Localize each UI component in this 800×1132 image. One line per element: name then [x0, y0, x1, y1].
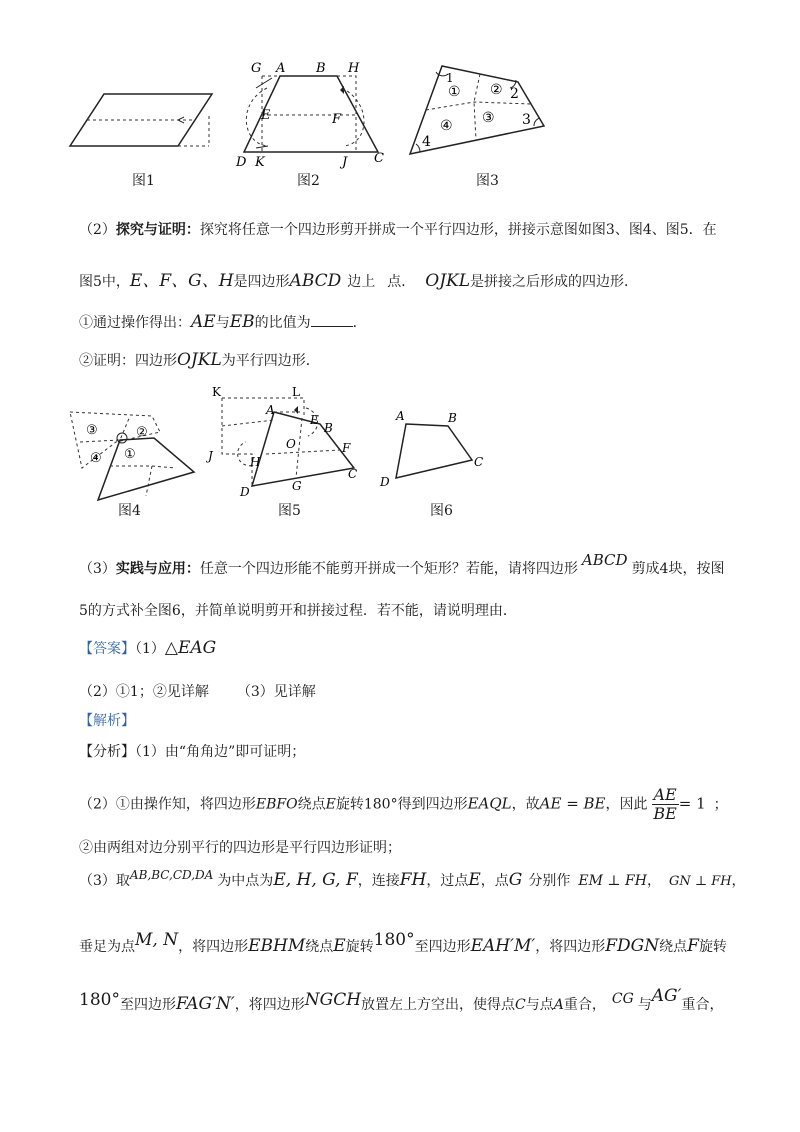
fig5-label-a: A: [266, 403, 275, 417]
fig5-label-l: L: [292, 385, 300, 399]
part2-question1: ①通过操作得出：AE与EB的比值为 ．: [79, 312, 367, 332]
answer-line2: （2）①1；②见详解 （3）见详解: [79, 684, 316, 700]
analysis-part2-line1: （2）①由操作知，将四边形EBFO绕点E旋转180°得到四边形EAQL，故AE = BE，因此 $\frac{AE}{BE}= 1$ ；: [79, 785, 728, 823]
fig3-circle-1: ①: [448, 84, 461, 100]
fig5-label-c: C: [348, 467, 358, 481]
analysis-part3-line3: 180°至四边形FAG′N′，将四边形NGCH放置左上方空出，使得点C与点A重合， CG 与AG′重合，: [79, 986, 724, 1014]
figure-5-caption: 图5: [278, 503, 301, 519]
analysis-tag: 【解析】: [79, 713, 135, 729]
fig3-label-1: 1: [446, 71, 454, 85]
fig2-label-d: D: [236, 155, 247, 170]
figure-1-caption: 图1: [132, 173, 155, 189]
answer-blank: [311, 314, 353, 327]
figure-6: [376, 404, 496, 488]
fig3-circle-3: ③: [482, 110, 495, 126]
figure-5: [204, 382, 364, 500]
fig3-circle-4: ④: [440, 118, 453, 134]
analysis-part3-line1: （3）取AB,BC,CD,DA 为中点为E, H, G, F，连接FH，过点E，点G 分别作 EM ⊥ FH， GN ⊥ FH，: [79, 868, 746, 890]
figure-4: [66, 406, 206, 502]
fig2-label-c: C: [374, 151, 384, 166]
fig3-circle-2: ②: [490, 82, 503, 98]
fig5-label-j: J: [208, 449, 213, 463]
fig5-label-h: H: [250, 455, 261, 469]
fig5-label-e: E: [310, 413, 319, 427]
fig5-label-d: D: [240, 485, 250, 499]
figure-2: [232, 58, 392, 170]
answer-line1: 【答案】（1）△EAG: [79, 638, 217, 658]
fig2-label-a: A: [276, 61, 286, 76]
part2-question2: ②证明：四边形OJKL为平行四边形．: [79, 350, 320, 370]
fig2-label-j: J: [342, 155, 348, 170]
fig2-label-g: G: [251, 61, 262, 76]
part2-line1: （2）探究与证明：探究将任意一个四边形剪开拼成一个平行四边形，拼接示意图如图3、图4、图5．在: [79, 222, 717, 238]
fig2-label-k: K: [255, 155, 265, 170]
fig2-label-e: E: [261, 108, 271, 123]
fig3-label-2: 2: [510, 86, 519, 102]
fig3-label-3: 3: [522, 112, 531, 128]
answer-tag: 【答案】: [79, 641, 135, 657]
fig2-label-b: B: [316, 61, 326, 76]
fig3-label-4: 4: [422, 134, 431, 150]
fig5-label-k: K: [212, 385, 221, 399]
fig6-label-c: C: [474, 455, 484, 469]
figure-4-caption: 图4: [118, 503, 141, 519]
analysis-part2-line2: ②由两组对边分别平行的四边形是平行四边形证明；: [79, 840, 401, 856]
fig2-label-h: H: [348, 61, 360, 76]
part2-line2: 图5中，E、F、G、H是四边形ABCD 边上 点． OJKL是拼接之后形成的四边形．: [79, 271, 639, 291]
part3-line1: （3）实践与应用：任意一个四边形能不能剪开拼成一个矩形？若能，请将四边形 ABCD 剪成4块，按图: [79, 551, 725, 577]
part3-line2: 5的方式补全图6，并简单说明剪开和拼接过程．若不能，请说明理由．: [79, 603, 517, 619]
analysis-fenxi: 【分析】（1）由“角角边”即可证明；: [79, 744, 306, 760]
fig4-circle-1: ①: [124, 447, 136, 462]
fig4-circle-3: ③: [86, 423, 98, 438]
fig4-circle-2: ②: [136, 425, 148, 440]
fig6-label-a: A: [396, 409, 405, 423]
figure-3-caption: 图3: [476, 173, 499, 189]
fig5-label-o: O: [286, 437, 296, 451]
fig6-label-b: B: [448, 411, 457, 425]
figure-2-caption: 图2: [297, 173, 320, 189]
fig2-label-f: F: [332, 112, 342, 127]
figure-1: [66, 86, 216, 156]
analysis-part3-line2: 垂足为点M, N，将四边形EBHM绕点E旋转180°至四边形EAH′M′，将四边形FDGN绕点F旋转: [79, 930, 727, 956]
fig5-label-f: F: [342, 441, 351, 455]
figure-6-caption: 图6: [430, 503, 453, 519]
fig5-label-b: B: [324, 421, 333, 435]
fig4-circle-4: ④: [90, 451, 102, 466]
fig5-label-g: G: [292, 479, 302, 493]
figure-3: [404, 58, 554, 158]
fig6-label-d: D: [380, 475, 390, 488]
